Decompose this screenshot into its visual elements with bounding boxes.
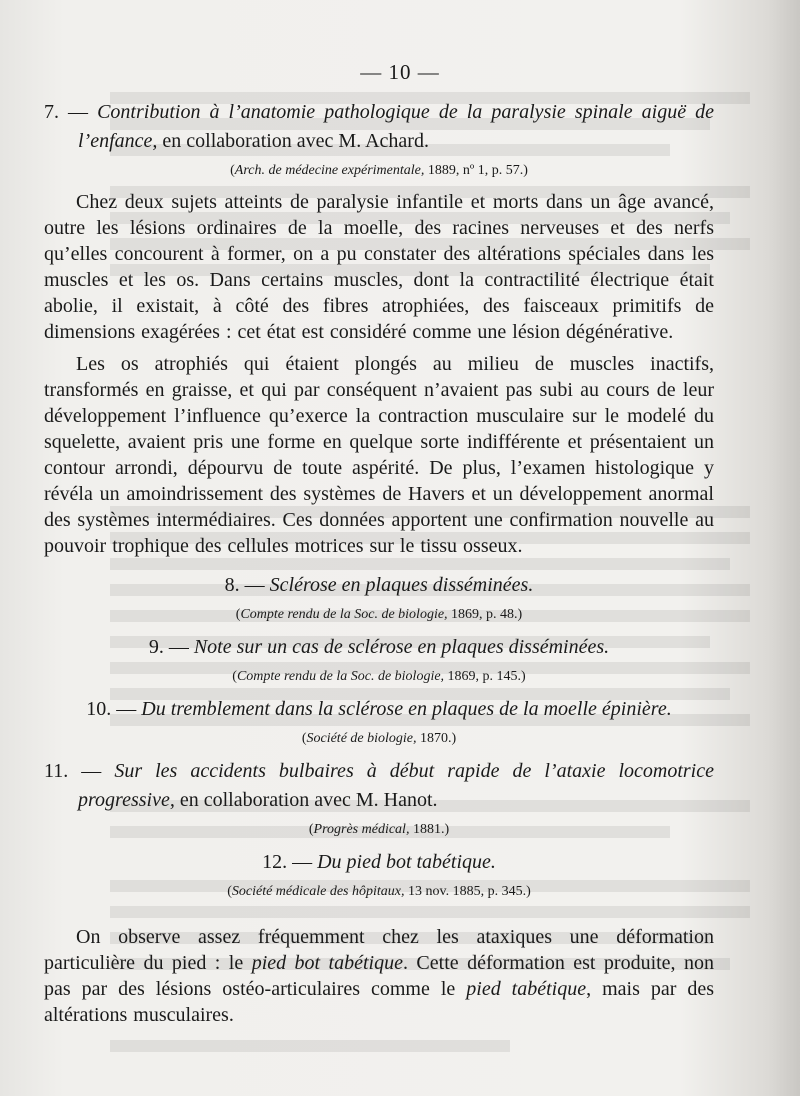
entry-11-title xyxy=(44,757,714,815)
entry-dash: — xyxy=(163,636,194,658)
ref-journal: Société de biologie, xyxy=(306,731,417,746)
ref-paren: ( xyxy=(301,731,307,746)
entry-7-paragraph-1: Chez deux sujets atteints de paralysie infantile et morts dans un âge avancé, outre les lésions ordinaires de la moelle, des racines nerveuses et des nerfs qu’elles concourent à former, on a pu constater des altérations spéciales dans les muscles et les os. Dans certains muscles, dont la contractilité électrique était abolie, il existait, à côté des fibres atrophiées, des faisceaux primitifs de dimensions exagérées : cet état est considéré comme une lésion dégénérative. xyxy=(44,191,714,343)
entry-title-text: Contribution à l’anatomie pathologique de la paralysie spinale aiguë de l’enfance, xyxy=(78,101,715,152)
entry-10-title xyxy=(44,695,714,724)
ref-details: 1869, p. 145.) xyxy=(444,669,526,684)
entry-12-title xyxy=(44,848,714,877)
entry-8-title xyxy=(44,571,714,600)
entry-title-text: Sclérose en plaques disséminées. xyxy=(269,574,534,596)
entry-title-suffix: en collaboration avec M. Achard. xyxy=(157,130,429,152)
entry-number: 8. xyxy=(224,574,240,596)
entry-dash: — xyxy=(239,574,270,596)
entry-9-title xyxy=(44,633,714,662)
entry-number: 11. xyxy=(44,760,69,782)
entry-10-reference xyxy=(44,729,714,749)
entry-number: 9. xyxy=(148,636,164,658)
entry-8-reference xyxy=(44,605,714,625)
entry-12-reference xyxy=(44,882,714,902)
entry-11-reference xyxy=(44,820,714,840)
paragraph-text: On observe assez fréquemment chez les ataxiques une déformation particulière du pied : le xyxy=(44,926,714,974)
entry-title-text: Du tremblement dans la sclérose en plaques de la moelle épinière. xyxy=(141,698,672,720)
ref-journal: Compte rendu de la Soc. de biologie, xyxy=(240,607,448,622)
ref-journal: Progrès médical, xyxy=(313,822,410,837)
ref-details: 1869, p. 48.) xyxy=(447,607,523,622)
entry-number: 10. xyxy=(86,698,112,720)
paragraph-italic-term: pied bot tabétique xyxy=(251,952,403,974)
entry-title-text: Sur les accidents bulbaires à début rapide de l’ataxie locomotrice progressive, xyxy=(78,760,714,811)
ref-paren: ( xyxy=(235,607,241,622)
ref-details: 1881.) xyxy=(409,822,450,837)
entry-dash: — xyxy=(59,101,98,123)
ref-journal: Compte rendu de la Soc. de biologie, xyxy=(236,669,445,684)
paragraph-text: . Cette déformation est produite, non pas par des lésions ostéo-articulaires comme le xyxy=(44,952,714,1000)
entry-12-paragraph xyxy=(44,924,714,1028)
ref-paren: ( xyxy=(230,163,235,178)
ref-paren: ( xyxy=(232,669,237,684)
ref-paren: ( xyxy=(308,822,314,837)
entry-dash: — xyxy=(68,760,115,782)
entry-7-paragraph-2: Les os atrophiés qui étaient plongés au milieu de muscles inactifs, transformés en graisse, et qui par conséquent n’avaient pas subi au cours de leur développement l’influence qu’exerce la contraction musculaire sur le modelé du squelette, avaient pris une forme en quelque sorte indifférente et présentaient un contour arrondi, dépourvu de toute aspérité. De plus, l’examen histologique y révéla un amoindrissement des systèmes de Havers et un développement anormal des systèmes intermédiaires. Ces données apportent une confirmation nouvelle au pouvoir trophique des cellules motrices sur le tissu osseux. xyxy=(44,353,714,557)
ref-details: 13 nov. 1885, p. 345.) xyxy=(404,884,531,899)
entry-dash: — xyxy=(287,851,318,873)
page-number: — 10 — xyxy=(360,60,440,84)
ref-details: 1889, nº 1, p. 57.) xyxy=(424,163,528,178)
ref-journal: Arch. de médecine expérimentale, xyxy=(234,163,425,178)
ref-paren: ( xyxy=(227,884,232,899)
paragraph-italic-term: pied tabétique xyxy=(466,978,587,1000)
entry-title-text: Note sur un cas de sclérose en plaques disséminées. xyxy=(193,636,610,658)
entry-title-text: Du pied bot tabétique. xyxy=(317,851,496,873)
entry-7-title xyxy=(44,98,714,156)
entry-9-reference xyxy=(44,667,714,687)
entry-title-suffix: en collaboration avec M. Hanot. xyxy=(174,789,438,811)
entry-dash: — xyxy=(111,698,142,720)
ref-details: 1870.) xyxy=(416,731,457,746)
main-content xyxy=(44,98,714,1028)
paragraph-text: , mais par des altérations musculaires. xyxy=(44,978,715,1026)
ref-journal: Société médicale des hôpitaux, xyxy=(231,884,405,899)
entry-7-reference xyxy=(44,161,714,181)
entry-number: 12. xyxy=(262,851,288,873)
entry-number: 7. xyxy=(44,101,59,123)
